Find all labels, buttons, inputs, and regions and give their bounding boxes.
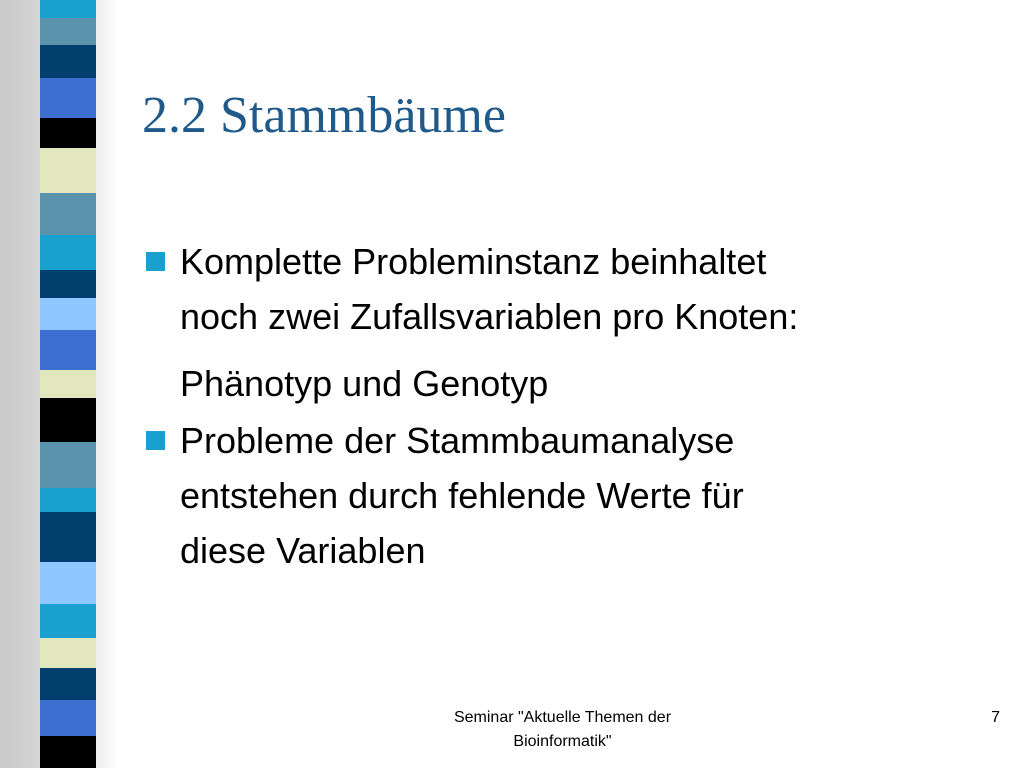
- strip-block: [40, 700, 96, 736]
- bullet-list: [146, 234, 1006, 578]
- footer-line: Seminar "Aktuelle Themen der: [453, 709, 672, 726]
- bullet-item: [146, 413, 1006, 578]
- strip-block: [40, 604, 96, 638]
- bullet-text-line: Probleme der Stammbaumanalyse: [180, 420, 735, 461]
- bullet-text-line: noch zwei Zufallsvariablen pro Knoten:: [180, 296, 799, 337]
- page-number: 7: [991, 709, 1000, 726]
- strip-block: [40, 235, 96, 270]
- strip-block: [40, 668, 96, 700]
- bullet-text-line: Komplette Probleminstanz beinhaltet: [180, 241, 767, 282]
- bullet-text-line: entstehen durch fehlende Werte für: [180, 475, 744, 516]
- slide-title: 2.2 Stammbäume: [142, 87, 506, 144]
- bullet-text-line: diese Variablen: [180, 530, 426, 571]
- strip-block: [40, 398, 96, 442]
- strip-block: [40, 736, 96, 768]
- square-bullet-icon: [146, 431, 165, 450]
- strip-block: [40, 638, 96, 668]
- strip-block: [40, 270, 96, 298]
- bullet-text-line: Phänotyp und Genotyp: [180, 363, 549, 404]
- square-bullet-icon: [146, 252, 165, 271]
- strip-block: [40, 298, 96, 330]
- footer-text: [400, 706, 725, 754]
- strip-block: [40, 512, 96, 562]
- strip-block: [40, 370, 96, 398]
- strip-block: [40, 18, 96, 45]
- strip-block: [40, 78, 96, 118]
- strip-block: [40, 148, 96, 193]
- strip-block: [40, 562, 96, 604]
- strip-block: [40, 330, 96, 370]
- footer-line: Bioinformatik": [513, 733, 612, 750]
- decorative-color-strip: [40, 0, 96, 768]
- strip-block: [40, 0, 96, 18]
- strip-block: [40, 193, 96, 235]
- strip-block: [40, 118, 96, 148]
- strip-block: [40, 45, 96, 78]
- strip-block: [40, 488, 96, 512]
- strip-block: [40, 442, 96, 488]
- bullet-item: [146, 234, 1006, 411]
